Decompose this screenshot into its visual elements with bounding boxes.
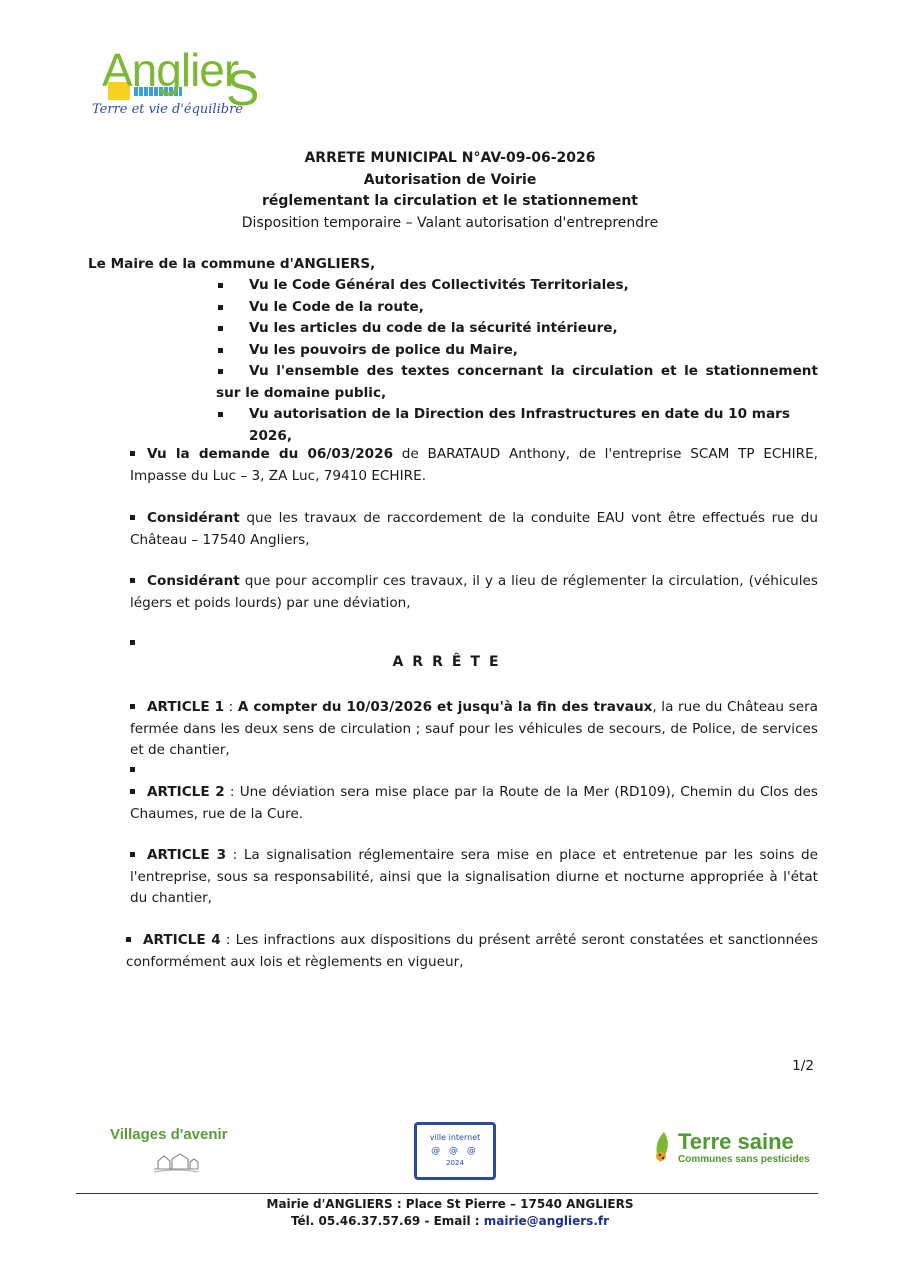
village-sketch-icon (152, 1149, 200, 1173)
article-separator: : (220, 932, 236, 948)
considerant-bold: Considérant (147, 573, 240, 589)
bullet-marker (130, 789, 135, 794)
article-label: ARTICLE 1 (147, 699, 225, 715)
article-separator: : (226, 847, 244, 863)
empty-bullet (130, 760, 818, 782)
considerant-text: que pour accomplir ces travaux, il y a lieu de réglementer la circulation, (véhicules légers et poids lourds) par une déviation, (130, 573, 818, 611)
considerant-paragraph-2 (130, 571, 818, 614)
bullet-marker (218, 412, 223, 417)
considerant-text: que les travaux de raccordement de la conduite EAU vont être effectués rue du Château – 17540 Angliers, (130, 510, 818, 548)
vu-item-text: Vu les pouvoirs de police du Maire, (249, 341, 518, 358)
vu-item-text: Vu le Code de la route, (249, 298, 424, 315)
title-autorisation: Autorisation de Voirie (363, 171, 537, 188)
article-separator: : (224, 699, 238, 715)
bullet-marker (218, 305, 223, 310)
logo-tagline: Terre et vie d'équilibre (92, 102, 243, 117)
title-disposition: Disposition temporaire – Valant autorisation d'entreprendre (241, 214, 659, 231)
bullet-marker (130, 704, 135, 709)
demande-paragraph (130, 444, 818, 487)
bullet-marker (130, 451, 135, 456)
bullet-marker (218, 369, 223, 374)
title-arrete-number: ARRETE MUNICIPAL N°AV-09-06-2026 (304, 150, 596, 166)
title-reglementant: réglementant la circulation et le stationnement (261, 193, 638, 209)
ville-internet-badge (414, 1122, 496, 1180)
logo-word: Anglier (102, 44, 239, 96)
vu-item (216, 361, 818, 404)
ville-internet-year: 2024 (446, 1159, 464, 1167)
mairie-phone: Tél. 05.46.37.57.69 - Email : (290, 1214, 484, 1228)
vu-item (216, 404, 818, 447)
bullet-marker (126, 937, 131, 942)
villages-davenir-logo (110, 1126, 250, 1177)
vu-item (216, 297, 818, 319)
ville-internet-marks: @ @ @ (431, 1146, 479, 1156)
footer-address (150, 1196, 750, 1230)
terre-saine-subtitle: Communes sans pesticides (678, 1154, 810, 1165)
document-title (150, 148, 750, 234)
mairie-contact (150, 1213, 750, 1230)
angliers-logo (88, 42, 268, 132)
bullet-marker (130, 640, 135, 645)
villages-davenir-text: Villages d'avenir (110, 1126, 228, 1143)
ville-internet-label: ville internet (429, 1133, 481, 1142)
vu-item-text: Vu le Code Général des Collectivités Territoriales, (249, 277, 629, 293)
article-3 (130, 845, 818, 910)
vu-list (216, 275, 818, 447)
mairie-email-link[interactable]: mairie@angliers.fr (483, 1214, 610, 1228)
article-bold-text: A compter du 10/03/2026 et jusqu'à la fin des travaux (237, 699, 653, 715)
empty-bullet (130, 633, 818, 655)
article-separator: : (224, 784, 240, 800)
article-label: ARTICLE 2 (147, 784, 225, 800)
bullet-marker (218, 348, 223, 353)
considerant-bold: Considérant (147, 510, 240, 526)
demande-text: de BARATAUD Anthony, de l'entreprise SCAM TP ECHIRE, Impasse du Luc – 3, ZA Luc, 79410 ECHIRE. (130, 446, 818, 484)
footer-divider (76, 1193, 818, 1194)
article-2 (130, 782, 818, 825)
vu-item-text: Vu les articles du code de la sécurité intérieure, (249, 320, 618, 336)
vu-item (216, 318, 818, 340)
demande-bold: Vu la demande du 06/03/2026 (147, 446, 394, 462)
article-4 (126, 930, 818, 973)
mairie-address: Mairie d'ANGLIERS : Place St Pierre – 17540 ANGLIERS (266, 1197, 634, 1211)
bullet-marker (130, 852, 135, 857)
bullet-marker (130, 578, 135, 583)
arrete-heading: ARRÊTE (392, 654, 508, 670)
vu-item (216, 275, 818, 297)
bullet-marker (130, 767, 135, 772)
article-1 (130, 697, 818, 762)
article-label: ARTICLE 4 (143, 932, 221, 948)
ladybird-leaf-icon (652, 1130, 676, 1164)
considerant-paragraph-1 (130, 508, 818, 551)
vu-item-text: Vu l'ensemble des textes concernant la circulation et le stationnement sur le domaine public, (216, 363, 818, 401)
vu-item (216, 340, 818, 362)
article-text: Les infractions aux dispositions du présent arrêté seront constatées et sanctionnées conformément aux lois et règlements en vigueur, (126, 932, 818, 970)
article-text: La signalisation réglementaire sera mise en place et entretenue par les soins de l'entreprise, sous sa responsabilité, ainsi que la signalisation diurne et nocturne appropriée à l'état du chantier, (130, 847, 818, 906)
bullet-marker (218, 283, 223, 288)
logo-final-letter: S (226, 60, 260, 116)
article-text: , la rue du Château sera fermée dans les deux sens de circulation ; sauf pour les véhicules de secours, de Police, de services et de chantier, (130, 699, 818, 758)
article-label: ARTICLE 3 (147, 847, 227, 863)
bullet-marker (218, 326, 223, 331)
vu-item-text: Vu autorisation de la Direction des Infrastructures en date du 10 mars 2026, (249, 406, 790, 444)
terre-saine-logo (652, 1128, 812, 1168)
maire-intro: Le Maire de la commune d'ANGLIERS, (88, 256, 376, 272)
page-number: 1/2 (792, 1058, 814, 1074)
bullet-marker (130, 515, 135, 520)
article-text: Une déviation sera mise place par la Route de la Mer (RD109), Chemin du Clos des Chaumes, rue de la Cure. (130, 784, 818, 822)
terre-saine-title: Terre saine (678, 1129, 794, 1154)
